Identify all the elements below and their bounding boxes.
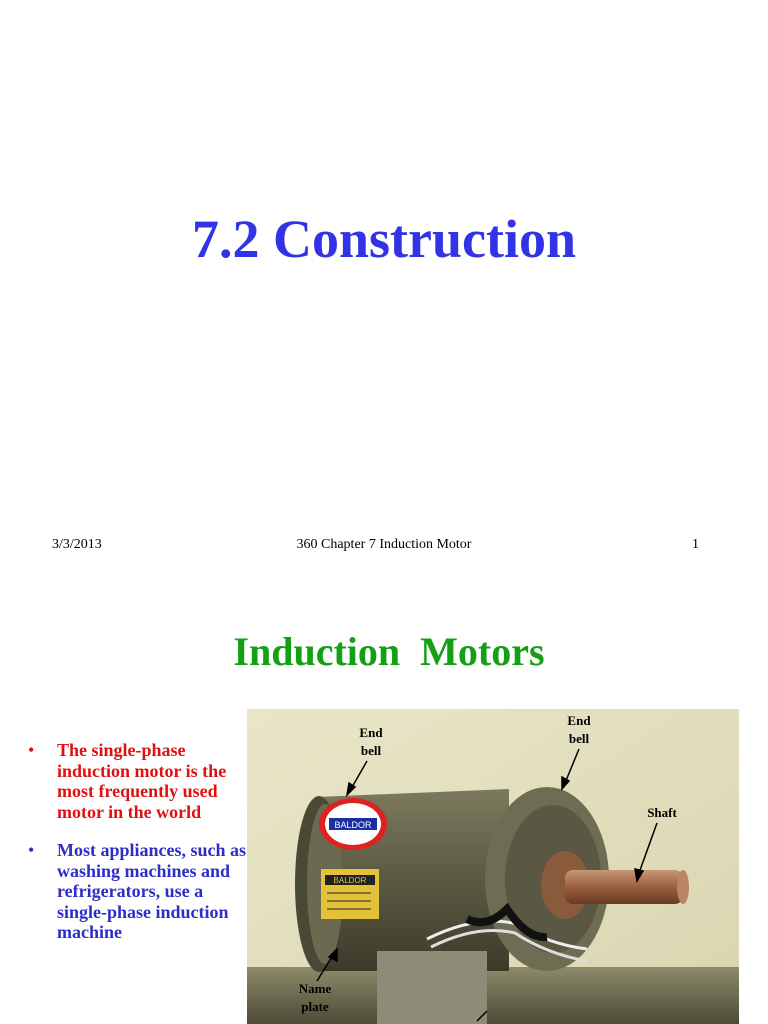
footer-date: 3/3/2013 [52, 537, 102, 552]
label-shaft: Shaft [647, 805, 677, 820]
label-name-plate-2: plate [301, 999, 329, 1014]
label-end-bell-left-1: End [359, 725, 383, 740]
label-name-plate-1: Name [298, 981, 332, 996]
bullet-text: The single-phase induction motor is the most frequently used motor in the world [57, 740, 227, 822]
slide-title: Induction Motors [233, 629, 545, 674]
label-end-bell-left-2: bell [360, 743, 382, 758]
bullet-icon: • [28, 740, 35, 760]
bullet-list [28, 740, 250, 961]
badge-text: BALDOR [334, 820, 372, 830]
bullet-text: Most appliances, such as washing machines and refrigerators, use a single-phase induction machine [57, 840, 247, 942]
bullet-item [28, 840, 250, 943]
label-end-bell-right-1: End [567, 713, 591, 728]
footer-title: 360 Chapter 7 Induction Motor [296, 537, 472, 552]
plate-text: BALDOR [333, 876, 367, 885]
motor-photo [247, 709, 739, 1024]
slide-2 [0, 580, 768, 1024]
label-end-bell-right-2: bell [568, 731, 590, 746]
footer-page-number: 1 [692, 537, 699, 552]
bullet-icon: • [28, 840, 35, 860]
slide-title: 7.2 Construction [191, 209, 576, 269]
motor-illustration [247, 709, 739, 1024]
bullet-item [28, 740, 250, 822]
